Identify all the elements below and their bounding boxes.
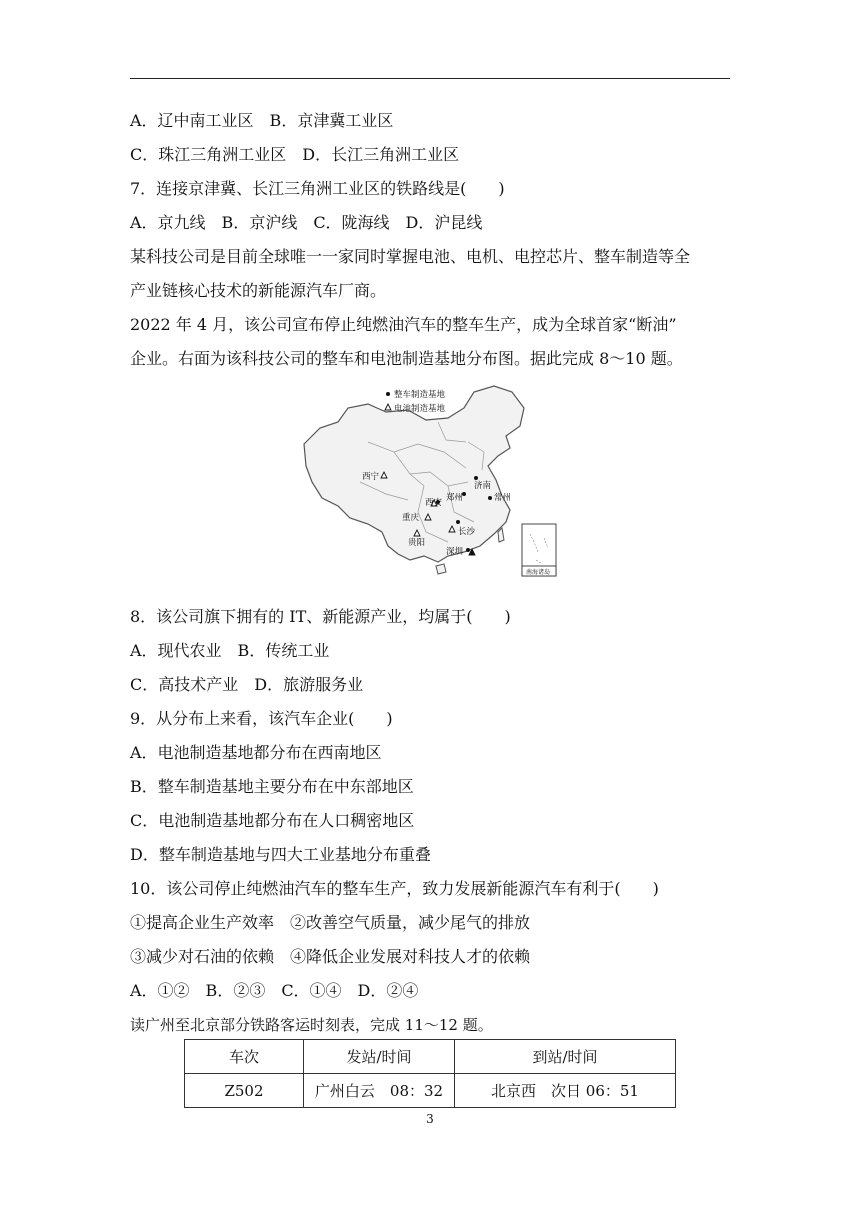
question-8: 8．该公司旗下拥有的 IT、新能源产业，均属于( ) — [130, 607, 511, 626]
passage-line-3: 2022 年 4 月，该公司宣布停止纯燃油汽车的整车生产，成为全球首家“断油” — [130, 315, 677, 334]
city-label-changsha: 长沙 — [458, 527, 476, 537]
inset-label: 南海诸岛 — [526, 569, 551, 576]
south-china-sea-inset — [522, 524, 556, 576]
city-label-xian: 西安 — [425, 498, 443, 508]
city-zhengzhou — [446, 492, 466, 503]
table-header-cell: 到站/时间 — [455, 1040, 676, 1074]
question-7: 7．连接京津冀、长江三角洲工业区的铁路线是( ) — [130, 179, 505, 198]
statements-10-a: ①提高企业生产效率 ②改善空气质量，减少尾气的排放 — [130, 913, 531, 932]
city-label-xining: 西宁 — [362, 472, 380, 482]
page-number: 3 — [426, 1112, 434, 1126]
train-timetable — [184, 1039, 676, 1108]
header-rule — [130, 78, 730, 79]
city-xian — [425, 497, 443, 508]
options-8-cd: C．高技术产业 D．旅游服务业 — [130, 675, 364, 694]
table-cell: Z502 — [185, 1074, 304, 1108]
table-header-row — [185, 1040, 676, 1074]
city-label-shenzhen: 深圳 — [446, 547, 464, 557]
passage-11-12: 读广州至北京部分铁路客运时刻表，完成 11～12 题。 — [130, 1016, 493, 1034]
china-base-map — [298, 382, 562, 580]
option-9c: C．电池制造基地都分布在人口稠密地区 — [130, 811, 415, 830]
question-9: 9．从分布上来看，该汽车企业( ) — [130, 709, 393, 728]
option-line-6ab: A．辽中南工业区 B．京津冀工业区 — [130, 111, 394, 130]
passage-line-4: 企业。右面为该科技公司的整车和电池制造基地分布图。据此完成 8～10 题。 — [130, 349, 683, 368]
table-header-cell: 发站/时间 — [304, 1040, 455, 1074]
legend-vehicle-base: 整车制造基地 — [394, 390, 446, 400]
city-label-zhengzhou: 郑州 — [446, 493, 464, 503]
table-row — [185, 1074, 676, 1108]
table-cell: 广州白云 08：32 — [304, 1074, 455, 1108]
passage-line-1: 某科技公司是目前全球唯一一家同时掌握电池、电机、电控芯片、整车制造等全 — [130, 247, 691, 266]
options-7: A．京九线 B．京沪线 C．陇海线 D．沪昆线 — [130, 213, 483, 232]
city-label-guiyang: 贵阳 — [408, 538, 426, 548]
map-legend — [385, 389, 446, 414]
table-header-cell: 车次 — [185, 1040, 304, 1074]
options-8-ab: A．现代农业 B．传统工业 — [130, 641, 330, 660]
legend-battery-base: 电池制造基地 — [394, 404, 446, 414]
option-9b: B．整车制造基地主要分布在中东部地区 — [130, 777, 414, 796]
options-10: A．①② B．②③ C．①④ D．②④ — [130, 981, 419, 1000]
option-line-6cd: C．珠江三角洲工业区 D．长江三角洲工业区 — [130, 145, 460, 164]
table-cell: 北京西 次日 06：51 — [455, 1074, 676, 1108]
passage-line-2: 产业链核心技术的新能源汽车厂商。 — [130, 281, 387, 300]
city-label-changzhou: 常州 — [494, 493, 512, 503]
option-9a: A．电池制造基地都分布在西南地区 — [130, 743, 382, 762]
city-label-chongqing: 重庆 — [402, 513, 420, 523]
option-9d: D．整车制造基地与四大工业基地分布重叠 — [130, 845, 431, 864]
statements-10-b: ③减少对石油的依赖 ④降低企业发展对科技人才的依赖 — [130, 947, 531, 966]
city-label-jinan: 济南 — [474, 481, 492, 491]
question-10: 10．该公司停止纯燃油汽车的整车生产，致力发展新能源汽车有利于( ) — [130, 879, 659, 898]
